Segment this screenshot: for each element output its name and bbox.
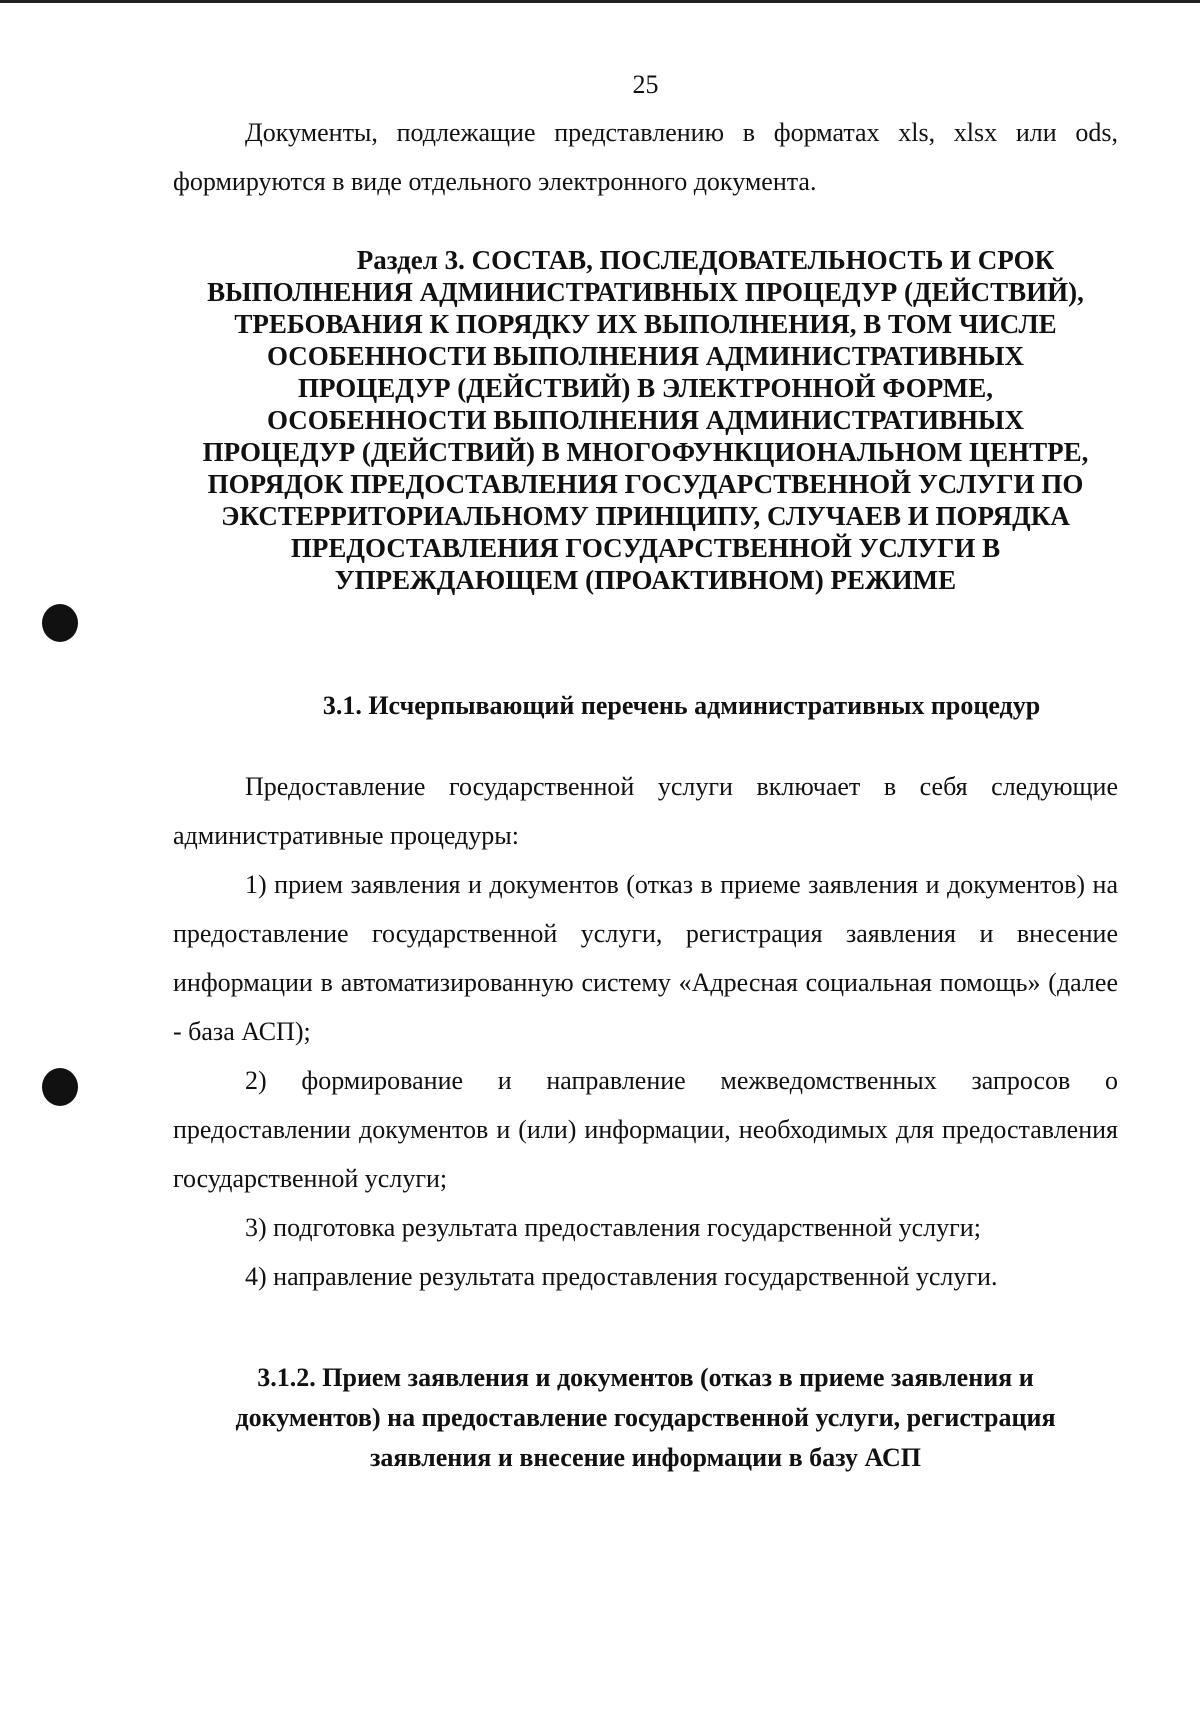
scan-top-edge <box>0 0 1200 3</box>
section-heading-line: ПРЕДОСТАВЛЕНИЯ ГОСУДАРСТВЕННОЙ УСЛУГИ В <box>290 533 1001 563</box>
subsection-heading-line: документов) на предоставление государственной услуги, регистрация <box>235 1403 1056 1432</box>
section-heading-line: ЭКСТЕРРИТОРИАЛЬНОМУ ПРИНЦИПУ, СЛУЧАЕВ И ПОРЯДКА <box>221 501 1070 531</box>
procedures-intro: Предоставление государственной услуги включает в себя следующие административные процедуры: <box>173 772 1118 850</box>
subsection-3-1-2-heading <box>173 1358 1118 1478</box>
subsection-3-1-heading: 3.1. Исчерпывающий перечень административных процедур <box>322 691 1041 720</box>
subsection-3-1-body <box>173 762 1118 1301</box>
section-heading-line: ПРОЦЕДУР (ДЕЙСТВИЙ) В ЭЛЕКТРОННОЙ ФОРМЕ, <box>297 373 994 403</box>
binder-hole <box>42 604 78 642</box>
procedure-item: 3) подготовка результата предоставления государственной услуги; <box>245 1213 981 1242</box>
intro-block <box>173 108 1118 206</box>
intro-paragraph: Документы, подлежащие представлению в форматах xls, xlsx или ods, формируются в виде отдельного электронного документа. <box>173 118 1118 196</box>
section-heading-line: ОСОБЕННОСТИ ВЫПОЛНЕНИЯ АДМИНИСТРАТИВНЫХ <box>266 405 1025 435</box>
section-heading-line: ТРЕБОВАНИЯ К ПОРЯДКУ ИХ ВЫПОЛНЕНИЯ, В ТОМ ЧИСЛЕ <box>234 309 1057 339</box>
section-heading-line: ОСОБЕННОСТИ ВЫПОЛНЕНИЯ АДМИНИСТРАТИВНЫХ <box>266 341 1025 371</box>
procedure-item: 4) направление результата предоставления государственной услуги. <box>245 1262 998 1291</box>
section-heading-line: ВЫПОЛНЕНИЯ АДМИНИСТРАТИВНЫХ ПРОЦЕДУР (ДЕЙСТВИЙ), <box>207 277 1084 307</box>
procedure-item: 1) прием заявления и документов (отказ в приеме заявления и документов) на предоставление государственной услуги, регистрация заявления и внесение информации в автоматизированную систему «Адресная социальная помощь» (далее - база АСП); <box>173 870 1118 1046</box>
page-number: 25 <box>632 70 659 99</box>
subsection-3-1-heading-block <box>173 690 1118 722</box>
section-heading-line: УПРЕЖДАЮЩЕМ (ПРОАКТИВНОМ) РЕЖИМЕ <box>334 565 957 595</box>
section-heading-line: ПОРЯДОК ПРЕДОСТАВЛЕНИЯ ГОСУДАРСТВЕННОЙ УСЛУГИ ПО <box>207 469 1084 499</box>
section-3-heading <box>173 244 1118 596</box>
procedure-item: 2) формирование и направление межведомственных запросов о предоставлении документов и (или) информации, необходимых для предоставления государственной услуги; <box>173 1066 1118 1193</box>
section-heading-line: ПРОЦЕДУР (ДЕЙСТВИЙ) В МНОГОФУНКЦИОНАЛЬНОМ ЦЕНТРЕ, <box>202 437 1089 467</box>
section-heading-line: Раздел 3. СОСТАВ, ПОСЛЕДОВАТЕЛЬНОСТЬ И СРОК <box>356 245 1055 275</box>
subsection-heading-line: заявления и внесение информации в базу АСП <box>369 1443 922 1472</box>
subsection-heading-line: 3.1.2. Прием заявления и документов (отказ в приеме заявления и <box>257 1363 1034 1392</box>
binder-hole <box>42 1068 78 1106</box>
